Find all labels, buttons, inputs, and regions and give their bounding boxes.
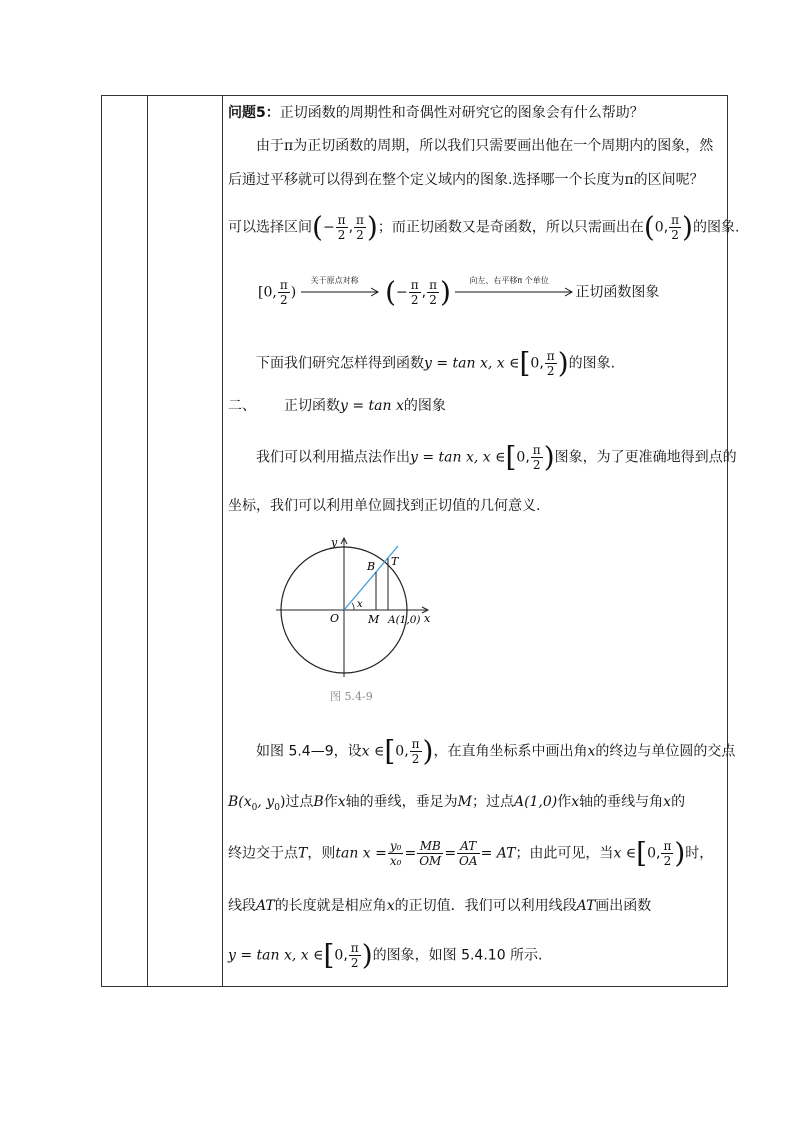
- comma: ,: [656, 845, 661, 862]
- paren-close: ): [290, 284, 297, 301]
- text: 正切函数: [284, 398, 340, 414]
- bracket-open: [: [384, 734, 396, 768]
- paren-open: (: [312, 210, 323, 244]
- section-number: 二、: [228, 398, 256, 414]
- zero: 0: [647, 845, 657, 862]
- para1-line2: [228, 170, 704, 190]
- numerator: π: [337, 213, 346, 227]
- comma: ,: [404, 743, 409, 760]
- text: 画出函数: [595, 898, 652, 914]
- point-m-label: M: [368, 613, 380, 626]
- fraction: [427, 278, 439, 307]
- para3-line1: [256, 440, 737, 474]
- comma: ,: [421, 284, 427, 301]
- math-expr: , y: [257, 794, 275, 810]
- bracket-open: [: [323, 938, 335, 972]
- numerator: π: [663, 839, 672, 853]
- paren-close: ): [557, 346, 569, 380]
- bracket-open: [: [519, 346, 531, 380]
- math-var: x: [587, 743, 596, 760]
- fraction: [354, 213, 366, 242]
- minus: −: [396, 284, 408, 301]
- numerator: π: [279, 278, 288, 292]
- text: 的区间呢？: [633, 172, 704, 188]
- text: 我们可以利用描点法作出: [256, 449, 410, 466]
- fraction: [457, 839, 480, 868]
- arrow-1: [301, 275, 381, 303]
- unit-circle-figure: [268, 532, 438, 682]
- para4-line2: [228, 792, 685, 818]
- numerator: π: [671, 213, 680, 227]
- flow-result: 正切函数图象: [575, 284, 660, 301]
- text: ，则: [307, 845, 336, 862]
- subscript: 0: [251, 802, 258, 813]
- text: 线段: [228, 898, 256, 914]
- arrow-2-label: 向左、右平移π 个单位: [469, 275, 549, 285]
- numerator: π: [410, 278, 419, 292]
- denominator: 2: [429, 293, 437, 307]
- math-var: T: [298, 845, 308, 862]
- fraction: [388, 839, 404, 868]
- angle-label: x: [357, 599, 363, 610]
- math-expr: y = tan x, x ∈: [410, 449, 506, 466]
- fraction: [669, 213, 681, 242]
- problem-question: 正切函数的周期性和奇偶性对研究它的图象会有什么帮助？: [279, 105, 644, 121]
- paren-close: ): [422, 734, 434, 768]
- denominator: 2: [279, 293, 288, 307]
- zero: 0: [395, 743, 405, 760]
- interval-start: [0,: [258, 284, 277, 301]
- problem-line: [228, 103, 644, 123]
- math-var: x: [663, 794, 672, 810]
- numerator: y₀: [389, 839, 402, 853]
- text: 图象，为了更准确地得到点的: [554, 449, 737, 466]
- math-expr: tan x =: [335, 845, 387, 862]
- text: 轴的垂线，垂足为: [345, 794, 458, 810]
- equals: =: [404, 845, 417, 862]
- numerator: π: [532, 443, 541, 457]
- text: 后通过平移就可以得到在整个定义域内的图象.选择哪一个长度为: [228, 172, 625, 188]
- text: 可以选择区间: [228, 219, 312, 236]
- denominator: 2: [663, 854, 672, 868]
- fraction: [410, 737, 422, 766]
- zero: 0: [654, 219, 664, 236]
- para1-line1: [256, 136, 713, 156]
- text: 的: [671, 794, 686, 810]
- paren-open: (: [643, 210, 655, 244]
- denominator: 2: [411, 752, 420, 766]
- text: 的图象，如图 5.4.10 所示.: [372, 947, 543, 964]
- text: 下面我们研究怎样得到函数: [256, 355, 424, 372]
- denominator: 2: [410, 293, 419, 307]
- text: 的图象.: [692, 219, 740, 236]
- paren-close: ): [366, 210, 378, 244]
- zero: 0: [516, 449, 526, 466]
- numerator: π: [429, 278, 437, 292]
- pi-symbol: π: [624, 172, 634, 188]
- zero: 0: [530, 355, 540, 372]
- fraction: [531, 443, 543, 472]
- math-expr: y = tan x, x ∈: [228, 947, 324, 964]
- flow-line: [258, 275, 660, 309]
- para4-line4: [228, 896, 651, 916]
- fraction: [661, 839, 673, 868]
- para4-line3: [228, 836, 714, 870]
- bracket-open: [: [636, 836, 648, 870]
- comma: ,: [525, 449, 530, 466]
- para4-line5: [228, 938, 543, 972]
- denominator: 2: [350, 956, 359, 970]
- text: 的图象: [403, 398, 446, 414]
- column-divider: [147, 96, 148, 986]
- x-axis-label: x: [424, 612, 431, 625]
- text: 如图 5.4—9，设: [256, 743, 362, 760]
- denominator: 2: [546, 364, 555, 378]
- subscript: 0: [274, 802, 280, 813]
- text: 过点: [285, 794, 314, 810]
- math-var: x: [571, 794, 580, 810]
- math-expr: B(x: [228, 794, 252, 810]
- minus: −: [322, 219, 335, 236]
- math-expr: AT: [576, 898, 596, 914]
- comma: ,: [348, 219, 354, 236]
- text: 的终边与单位圆的交点: [595, 743, 736, 760]
- comma: ,: [663, 219, 669, 236]
- denominator: 2: [337, 228, 346, 242]
- math-var: M: [457, 794, 472, 810]
- fraction: [336, 213, 348, 242]
- math-var: x: [386, 898, 395, 914]
- point-t-label: T: [391, 555, 399, 568]
- arrow-1-label: 关于原点对称: [310, 275, 359, 285]
- fraction: [349, 941, 361, 970]
- para1-line3: [228, 210, 740, 244]
- angle-arc: [352, 603, 354, 610]
- numerator: π: [546, 349, 555, 363]
- pi-symbol: π: [284, 138, 294, 154]
- denominator: x₀: [389, 854, 402, 868]
- math-expr: x ∈: [361, 743, 385, 760]
- bracket-open: [: [505, 440, 517, 474]
- text: 时，: [685, 845, 714, 862]
- denominator: 2: [671, 228, 679, 242]
- fraction: [417, 839, 443, 868]
- text: ，在直角坐标系中画出角: [433, 743, 588, 760]
- paren-close: ): [440, 275, 451, 309]
- section-heading: [228, 396, 446, 416]
- paren-close: ): [674, 836, 686, 870]
- text: 坐标，我们可以利用单位圆找到正切值的几何意义.: [228, 498, 541, 514]
- text: 作: [557, 794, 572, 810]
- numerator: MB: [417, 839, 443, 854]
- comma: ,: [343, 947, 348, 964]
- para2: [256, 346, 616, 380]
- denominator: 2: [532, 458, 541, 472]
- numerator: π: [356, 213, 364, 227]
- y-label: y: [331, 536, 338, 549]
- para4-line1: [256, 734, 736, 768]
- fraction: [278, 278, 290, 307]
- text: 由于: [256, 138, 284, 154]
- paren-close: ): [543, 440, 555, 474]
- problem-label: 问题5：: [228, 105, 280, 121]
- point-b-label: B: [367, 560, 376, 573]
- paren-close: ): [682, 210, 693, 244]
- text: 的长度就是相应角: [274, 898, 387, 914]
- origin-label: O: [330, 612, 340, 625]
- math-var: x: [337, 794, 346, 810]
- text: 轴的垂线与角: [579, 794, 664, 810]
- comma: ,: [539, 355, 544, 372]
- math-expr: ): [279, 794, 286, 810]
- text: ；而正切函数又是奇函数，所以只需画出在: [377, 219, 644, 236]
- denominator: OA: [459, 854, 478, 868]
- numerator: AT: [457, 839, 480, 854]
- paren-close: ): [361, 938, 373, 972]
- math-expr: AT: [256, 898, 275, 914]
- math-expr: y = tan x: [340, 398, 404, 414]
- math-var: B: [313, 794, 324, 810]
- terminal-side: [344, 546, 398, 610]
- equals: =: [444, 845, 457, 862]
- column-divider: [222, 96, 223, 986]
- fraction: [409, 278, 421, 307]
- numerator: π: [411, 737, 420, 751]
- point-a-label: A(1,0): [388, 614, 421, 626]
- text: ；由此可见，当: [515, 845, 614, 862]
- zero: 0: [334, 947, 344, 964]
- arrow-2: [455, 275, 575, 303]
- denominator: OM: [419, 854, 442, 868]
- text: 终边交于点: [228, 845, 298, 862]
- denominator: 2: [356, 228, 364, 242]
- text: 的正切值．我们可以利用线段: [394, 898, 577, 914]
- paren-open: (: [385, 275, 397, 309]
- text: 作: [323, 794, 338, 810]
- figure-caption: 图 5.4-9: [330, 690, 373, 703]
- numerator: π: [350, 941, 359, 955]
- fraction: [545, 349, 557, 378]
- para3-line2: [228, 496, 540, 516]
- math-expr: = AT: [480, 845, 516, 862]
- math-expr: A(1,0): [513, 794, 558, 810]
- text: 的图象.: [568, 355, 616, 372]
- text: 为正切函数的周期，所以我们只需要画出他在一个周期内的图象，然: [293, 138, 714, 154]
- math-expr: x ∈: [613, 845, 637, 862]
- text: ；过点: [471, 794, 514, 810]
- math-expr: y = tan x, x ∈: [424, 355, 520, 372]
